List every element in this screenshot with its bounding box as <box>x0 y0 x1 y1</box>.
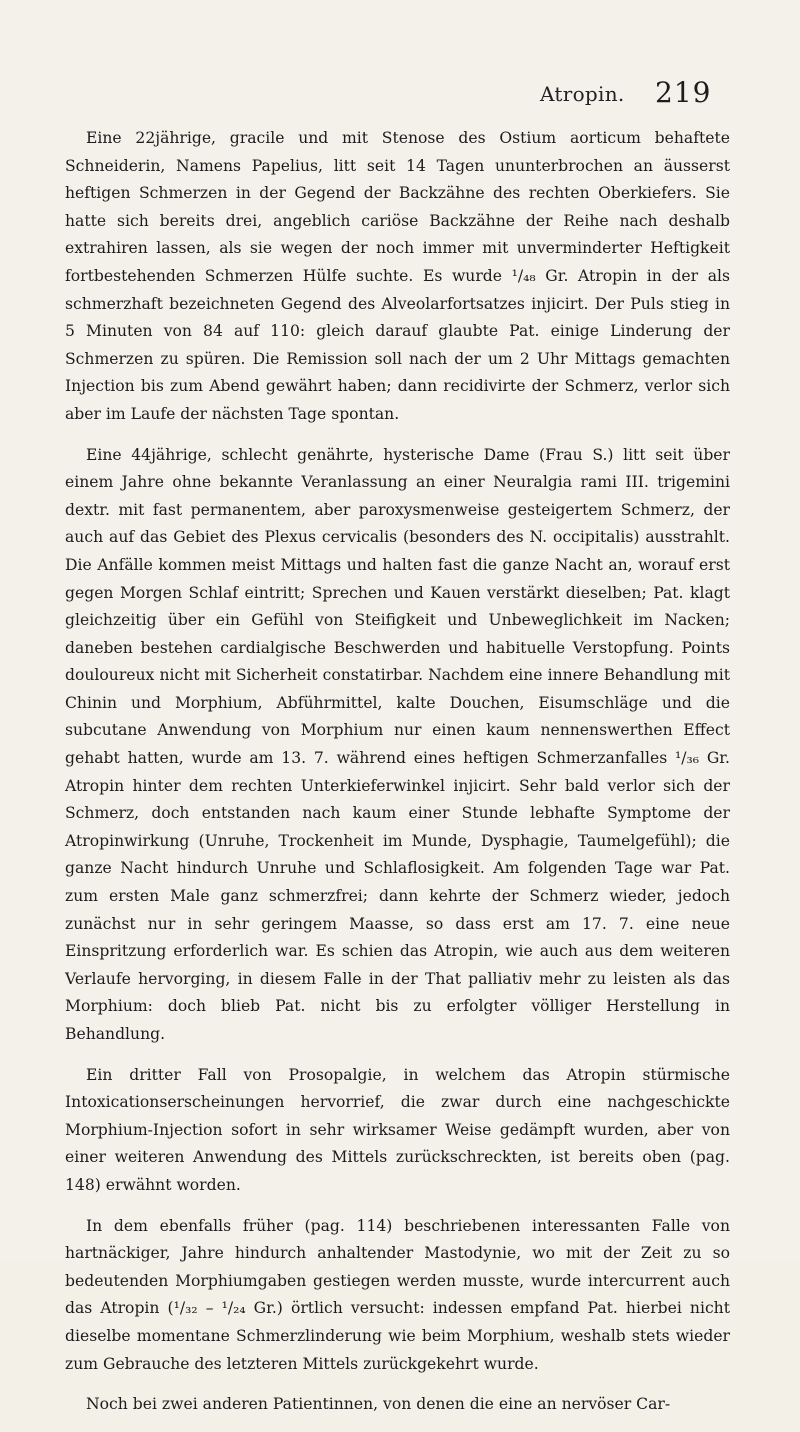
page-number: 219 <box>655 76 712 109</box>
paragraph-continued: Noch bei zwei anderen Patientinnen, von denen die eine an nervöser Car- <box>86 1395 671 1414</box>
page-header <box>0 76 800 122</box>
paragraph-case-papelius: Eine 22jährige, gracile und mit Stenose des Ostium aorticum behaftete Schneiderin, Namens Papelius, litt seit 14 Tagen ununterbrochen an äusserst heftigen Schmerzen in der Gegend der Backzähne des rechten Oberkiefers. Sie hatte sich bereits drei, angeblich cariöse Backzähne der Reihe nach deshalb extrahiren lassen, als sie wegen der noch immer mit unverminderter Heftigkeit fortbestehenden Schmerzen Hülfe suchte. Es wurde ¹/₄₈ Gr. Atropin in der als schmerzhaft bezeichneten Gegend des Alveolarfortsatzes injicirt. Der Puls stieg in 5 Minuten von 84 auf 110: gleich darauf glaubte Pat. einige Linderung der Schmerzen zu spüren. Die Remission soll nach der um 2 Uhr Mittags gemachten Injection bis zum Abend gewährt haben; dann recidivirte der Schmerz, verlor sich aber im Laufe der nächsten Tage spontan. <box>65 129 730 423</box>
running-title: Atropin. <box>540 82 625 106</box>
paragraph-case-frau-s: Eine 44jährige, schlecht genährte, hysterische Dame (Frau S.) litt seit über einem Jahre ohne bekannte Veranlassung an einer Neuralgia rami III. trigemini dextr. mit fast permanentem, aber paroxysmenweise gesteigertem Schmerz, der auch auf das Gebiet des Plexus cervicalis (besonders des N. occipitalis) ausstrahlt. Die Anfälle kommen meist Mittags und halten fast die ganze Nacht an, worauf erst gegen Morgen Schlaf eintritt; Sprechen und Kauen verstärkt dieselben; Pat. klagt gleichzeitig über ein Gefühl von Steifigkeit und Unbeweglichkeit im Nacken; daneben bestehen cardialgische Beschwerden und habituelle Verstopfung. Points douloureux nicht mit Sicherheit constatirbar. Nachdem eine innere Behandlung mit Chinin und Morphium, Abführmittel, kalte Douchen, Eisumschläge und die subcutane Anwendung von Morphium nur einen kaum nennenswerthen Effect gehabt hatten, wurde am 13. 7. während eines heftigen Schmerzanfalles ¹/₃₆ Gr. Atropin hinter dem rechten Unterkieferwinkel injicirt. Sehr bald verlor sich der Schmerz, doch entstanden nach kaum einer Stunde lebhafte Symptome der Atropinwirkung (Unruhe, Trockenheit im Munde, Dysphagie, Taumelgefühl); die ganze Nacht hindurch Unruhe und Schlaflosigkeit. Am folgenden Tage war Pat. zum ersten Male ganz schmerzfrei; dann kehrte der Schmerz wieder, jedoch zunächst nur in sehr geringem Maasse, so dass erst am 17. 7. eine neue Einspritzung erforderlich war. Es schien das Atropin, wie auch aus dem weiteren Verlaufe hervorging, in diesem Falle in der That palliativ mehr zu leisten als das Morphium: doch blieb Pat. nicht bis zu erfolgter völliger Herstellung in Behandlung. <box>65 445 730 1043</box>
body-text <box>65 125 730 1432</box>
paragraph-case-prosopalgie: Ein dritter Fall von Prosopalgie, in welchem das Atropin stürmische Intoxicationserscheinungen hervorrief, die zwar durch eine nachgeschickte Morphium-Injection sofort in sehr wirksamer Weise gedämpft wurden, aber von einer weiteren Anwendung des Mittels zurückschreckten, ist bereits oben (pag. 148) erwähnt worden. <box>65 1065 730 1194</box>
paragraph-case-mastodynie: In dem ebenfalls früher (pag. 114) beschriebenen interessanten Falle von hartnäckiger, Jahre hindurch anhaltender Mastodynie, wo mit der Zeit zu so bedeutenden Morphiumgaben gestiegen werden musste, wurde intercurrent auch das Atropin (¹/₃₂ – ¹/₂₄ Gr.) örtlich versucht: indessen empfand Pat. hierbei nicht dieselbe momentane Schmerzlinderung wie beim Morphium, weshalb stets wieder zum Gebrauche des letzteren Mittels zurückgekehrt wurde. <box>65 1216 730 1373</box>
